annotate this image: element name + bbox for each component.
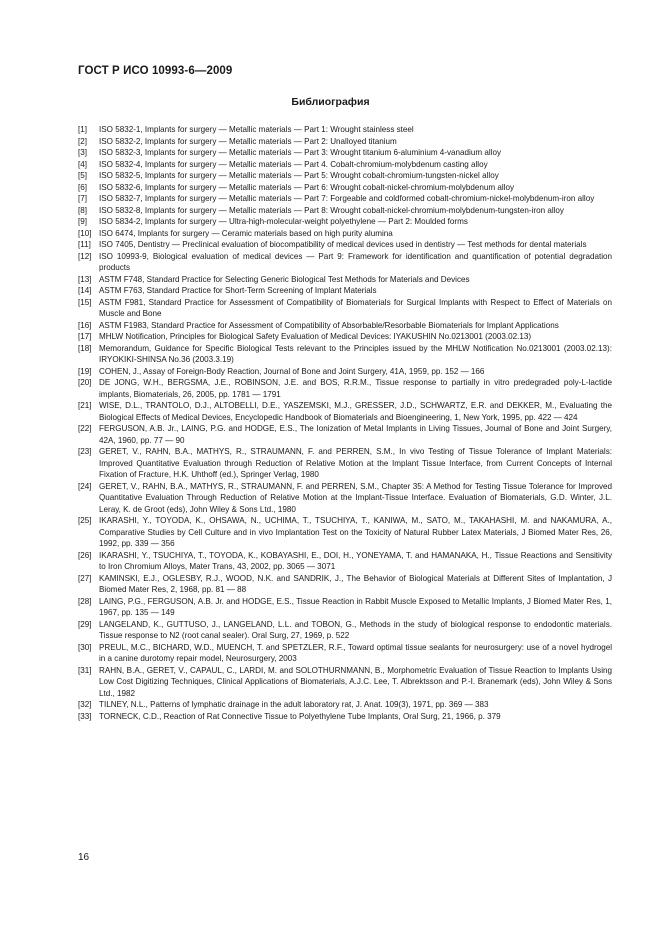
entry-text: IKARASHI, Y., TOYODA, K., OHSAWA, N., UCHIMA, T., TSUCHIYA, T., KANIWA, M., SATO, M., TAKAHASHI, M. and NAKAMURA, A., Comparative Studies by Cell Culture and in vivo Implantation Test on the Toxicity of Natural Rubber Latex Materials, J Biomed Mater Res, 26, 1992, pp. 339 — 356 — [99, 516, 612, 548]
entry-number: [3] — [78, 148, 87, 157]
entry-text: ASTM F1983, Standard Practice for Assessment of Compatibility of Absorbable/Resorbable Biomaterials for Implant Applications — [99, 320, 559, 330]
entry-number: [17] — [78, 332, 92, 341]
bibliography-entry — [78, 274, 612, 286]
entry-number: [2] — [78, 136, 87, 146]
bibliography-entry — [78, 285, 612, 297]
bibliography-entry — [78, 699, 612, 711]
entry-text: ISO 5832-6, Implants for surgery — Metallic materials — Part 6: Wrought cobalt-nickel-chromium-molybdenum alloy — [99, 182, 515, 192]
entry-text: ISO 5832-2, Implants for surgery — Metallic materials — Part 2: Unalloyed titanium — [99, 136, 397, 146]
entry-number: [7] — [78, 194, 87, 203]
entry-number: [21] — [78, 401, 92, 410]
entry-text: ISO 5832-3, Implants for surgery — Metallic materials — Part 3: Wrought titanium 6-aluminium 4-vanadium alloy — [99, 148, 501, 157]
bibliography-entry — [78, 343, 612, 366]
bibliography-list — [78, 124, 612, 722]
entry-text: ISO 5832-4, Implants for surgery — Metallic materials — Part 4. Cobalt-chromium-molybdenum casting alloy — [99, 159, 488, 169]
entry-text: ASTM F763, Standard Practice for Short-Term Screening of Implant Materials — [99, 286, 377, 295]
bibliography-entry — [78, 400, 612, 423]
entry-text: ISO 5832-7, Implants for surgery — Metallic materials — Part 7: Forgeable and coldformed cobalt-chromium-nickel-molybdenum-iron alloy — [99, 194, 595, 203]
entry-text: ISO 5834-2, Implants for surgery — Ultra-high-molecular-weight polyethylene — Part 2: Moulded forms — [99, 217, 468, 226]
entry-text: ASTM F748, Standard Practice for Selecting Generic Biological Test Methods for Materials and Devices — [99, 274, 470, 284]
entry-number: [32] — [78, 700, 92, 709]
entry-text: LAING, P.G., FERGUSON, A.B. Jr. and HODGE, E.S., Tissue Reaction in Rabbit Muscle Exposed to Metallic Implants, J Biomed Mater Res, 1, 1967, pp. 135 — 149 — [99, 596, 612, 617]
entry-number: [15] — [78, 297, 92, 307]
entry-number: [13] — [78, 274, 92, 284]
entry-number: [28] — [78, 596, 92, 606]
page-number: 16 — [78, 852, 90, 863]
bibliography-entry — [78, 596, 612, 619]
entry-number: [25] — [78, 516, 92, 525]
entry-number: [29] — [78, 619, 92, 629]
bibliography-entry — [78, 251, 612, 274]
entry-number: [20] — [78, 378, 92, 387]
bibliography-entry — [78, 297, 612, 320]
bibliography-entry — [78, 619, 612, 642]
bibliography-entry — [78, 446, 612, 481]
entry-number: [14] — [78, 286, 92, 295]
bibliography-entry — [78, 642, 612, 665]
bibliography-entry — [78, 239, 612, 251]
entry-text: ISO 10993-9, Biological evaluation of medical devices — Part 9: Framework for identification and quantification of potential degradation products — [99, 251, 612, 272]
entry-text: GERET, V., RAHN, B.A., MATHYS, R., STRAUMANN, F. and PERREN, S.M., Chapter 35: A Method for Testing Tissue Tolerance for Improved Quantitative Evaluation Through Reduction of Relative Motion at the Implant-Tissue Interface. Evaluation of Biomaterials, G.D. Winter, J.L. Leray, K. de Groot (eds), John Wiley & Sons Ltd., 1980 — [99, 481, 612, 514]
entry-text: ISO 5832-8, Implants for surgery — Metallic materials — Part 8: Wrought cobalt-nickel-chromium-molybdenum-tungsten-iron alloy — [99, 205, 564, 215]
entry-number: [9] — [78, 217, 87, 226]
entry-text: TILNEY, N.L., Patterns of lymphatic drainage in the adult laboratory rat, J. Anat. 109(3), 1971, pp. 369 — 383 — [99, 700, 489, 709]
bibliography-entry — [78, 423, 612, 446]
bibliography-entry — [78, 711, 612, 723]
entry-text: ISO 5832-1, Implants for surgery — Metallic materials — Part 1: Wrought stainless steel — [99, 125, 414, 134]
bibliography-entry — [78, 193, 612, 205]
entry-number: [8] — [78, 205, 87, 215]
entry-number: [33] — [78, 711, 92, 721]
entry-text: GERET, V., RAHN, B.A., MATHYS, R., STRAUMANN, F. and PERREN, S.M., In vivo Testing of Tissue Tolerance of Implant Materials: Improved Quantitative Evaluation through Reduction of Relative Motion at the Implant Tissue Interface, from Current Concepts of Internal Fixation of Fracture, H.K. Uhthoff (ed.), Springer Verlag, 1980 — [99, 447, 612, 479]
entry-number: [1] — [78, 125, 87, 134]
bibliography-entry — [78, 573, 612, 596]
entry-text: IKARASHI, Y., TSUCHIYA, T., TOYODA, K., KOBAYASHI, E., DOI, H., YONEYAMA, T. and HAMANAKA, H., Tissue Reactions and Sensitivity to Iron Chromium Alloys, Mater Trans, 43, 2002, pp. 3065 — 3071 — [99, 550, 612, 571]
bibliography-entry — [78, 481, 612, 516]
entry-number: [10] — [78, 228, 92, 238]
entry-text: RAHN, B.A., GERET, V., CAPAUL, C., LARDI, M. and SOLOTHURNMANN, B., Morphometric Evaluation of Tissue Reaction to Implants Using Low Cost Digitizing Techniques, Clinical Applications of Biomaterials, A.J.C. Lee, T. Albrektsson and P.-I. Branemark (eds), John Wiley & Sons Ltd., 1982 — [99, 665, 612, 698]
bibliography-title: Библиография — [291, 96, 370, 108]
entry-text: KAMINSKI, E.J., OGLESBY, R.J., WOOD, N.K. and SANDRIK, J., The Behavior of Biological Materials at Different Sites of Implantation, J Biomed Mater Res, 2, 1968, pp. 81 — 88 — [99, 573, 612, 594]
bibliography-entry — [78, 124, 612, 136]
bibliography-entry — [78, 550, 612, 573]
entry-text: PREUL, M.C., BICHARD, W.D., MUENCH, T. and SPETZLER, R.F., Toward optimal tissue sealants for neurosurgery: use of a novel hydrogel in a canine durotomy repair model, Neurosurgery, 2003 — [99, 642, 612, 663]
entry-number: [4] — [78, 159, 87, 169]
bibliography-entry — [78, 136, 612, 148]
entry-text: TORNECK, C.D., Reaction of Rat Connective Tissue to Polyethylene Tube Implants, Oral Surg, 21, 1966, p. 379 — [99, 711, 501, 721]
entry-text: DE JONG, W.H., BERGSMA, J.E., ROBINSON, J.E. and BOS, R.R.M., Tissue response to partially in vitro predegraded poly-L-lactide implants, Biomaterials, 26, 2005, pp. 1781 — 1791 — [99, 378, 612, 399]
bibliography-entry — [78, 377, 612, 400]
entry-number: [6] — [78, 182, 87, 192]
bibliography-entry — [78, 147, 612, 159]
bibliography-entry — [78, 216, 612, 228]
entry-text: ISO 5832-5, Implants for surgery — Metallic materials — Part 5: Wrought cobalt-chromium-tungsten-nickel alloy — [99, 171, 499, 180]
entry-number: [27] — [78, 573, 92, 583]
entry-text: FERGUSON, A.B. Jr., LAING, P.G. and HODGE, E.S., The Ionization of Metal Implants in Living Tissues, Journal of Bone and Joint Surgery, 42A, 1960, pp. 77 — 90 — [99, 424, 612, 445]
bibliography-entry — [78, 228, 612, 240]
bibliography-entry — [78, 331, 612, 343]
entry-text: Memorandum, Guidance for Specific Biological Tests relevant to the Principles issued by the MHLW Notification No.0213001 (2003.02.13): IRYOKIKI-SHINSA No.36 (2003.3.19) — [99, 343, 612, 364]
bibliography-entry — [78, 159, 612, 171]
entry-number: [23] — [78, 447, 92, 456]
bibliography-entry — [78, 665, 612, 700]
bibliography-entry — [78, 366, 612, 378]
entry-text: MHLW Notification, Principles for Biological Safety Evaluation of Medical Devices: IYAKUSHIN No.0213001 (2003.02.13) — [99, 332, 532, 341]
entry-number: [5] — [78, 171, 87, 180]
bibliography-entry — [78, 205, 612, 217]
entry-text: WISE, D.L., TRANTOLO, D.J., ALTOBELLI, D.E., YASZEMSKI, M.J., GRESSER, J.D., SCHWARTZ, E.R. and DEKKER, M., Evaluating the Biological Effects of Medical Devices, Encyclopedic Handbook of Biomaterials and Bioengineering, 1, New York, 1995, pp. 422 — 424 — [99, 401, 612, 422]
entry-number: [22] — [78, 424, 92, 433]
entry-text: ASTM F981, Standard Practice for Assessment of Compatibility of Biomaterials for Surgical Implants with Respect to Effect of Materials on Muscle and Bone — [99, 297, 612, 318]
entry-number: [24] — [78, 481, 92, 491]
entry-number: [19] — [78, 366, 92, 376]
entry-number: [16] — [78, 320, 92, 330]
entry-number: [30] — [78, 642, 92, 652]
entry-number: [12] — [78, 251, 92, 261]
entry-number: [31] — [78, 665, 92, 675]
entry-number: [26] — [78, 550, 92, 560]
entry-text: LANGELAND, K., GUTTUSO, J., LANGELAND, L.L. and TOBON, G., Methods in the study of biological response to endodontic materials. Tissue response to N2 (root canal sealer). Oral Surg, 27, 1969, p. 522 — [99, 619, 612, 640]
entry-text: COHEN, J., Assay of Foreign-Body Reaction, Journal of Bone and Joint Surgery, 41A, 1959, pp. 152 — 166 — [99, 366, 485, 376]
standard-header: ГОСТ Р ИСО 10993-6—2009 — [78, 65, 233, 77]
bibliography-entry — [78, 320, 612, 332]
bibliography-entry — [78, 515, 612, 550]
bibliography-entry — [78, 182, 612, 194]
bibliography-entry — [78, 170, 612, 182]
entry-text: ISO 6474, Implants for surgery — Ceramic materials based on high purity alumina — [99, 228, 393, 238]
entry-number: [11] — [78, 240, 91, 249]
entry-number: [18] — [78, 343, 92, 353]
entry-text: ISO 7405, Dentistry — Preclinical evaluation of biocompatibility of medical devices used in dentistry — Test methods for dental materials — [99, 240, 587, 249]
